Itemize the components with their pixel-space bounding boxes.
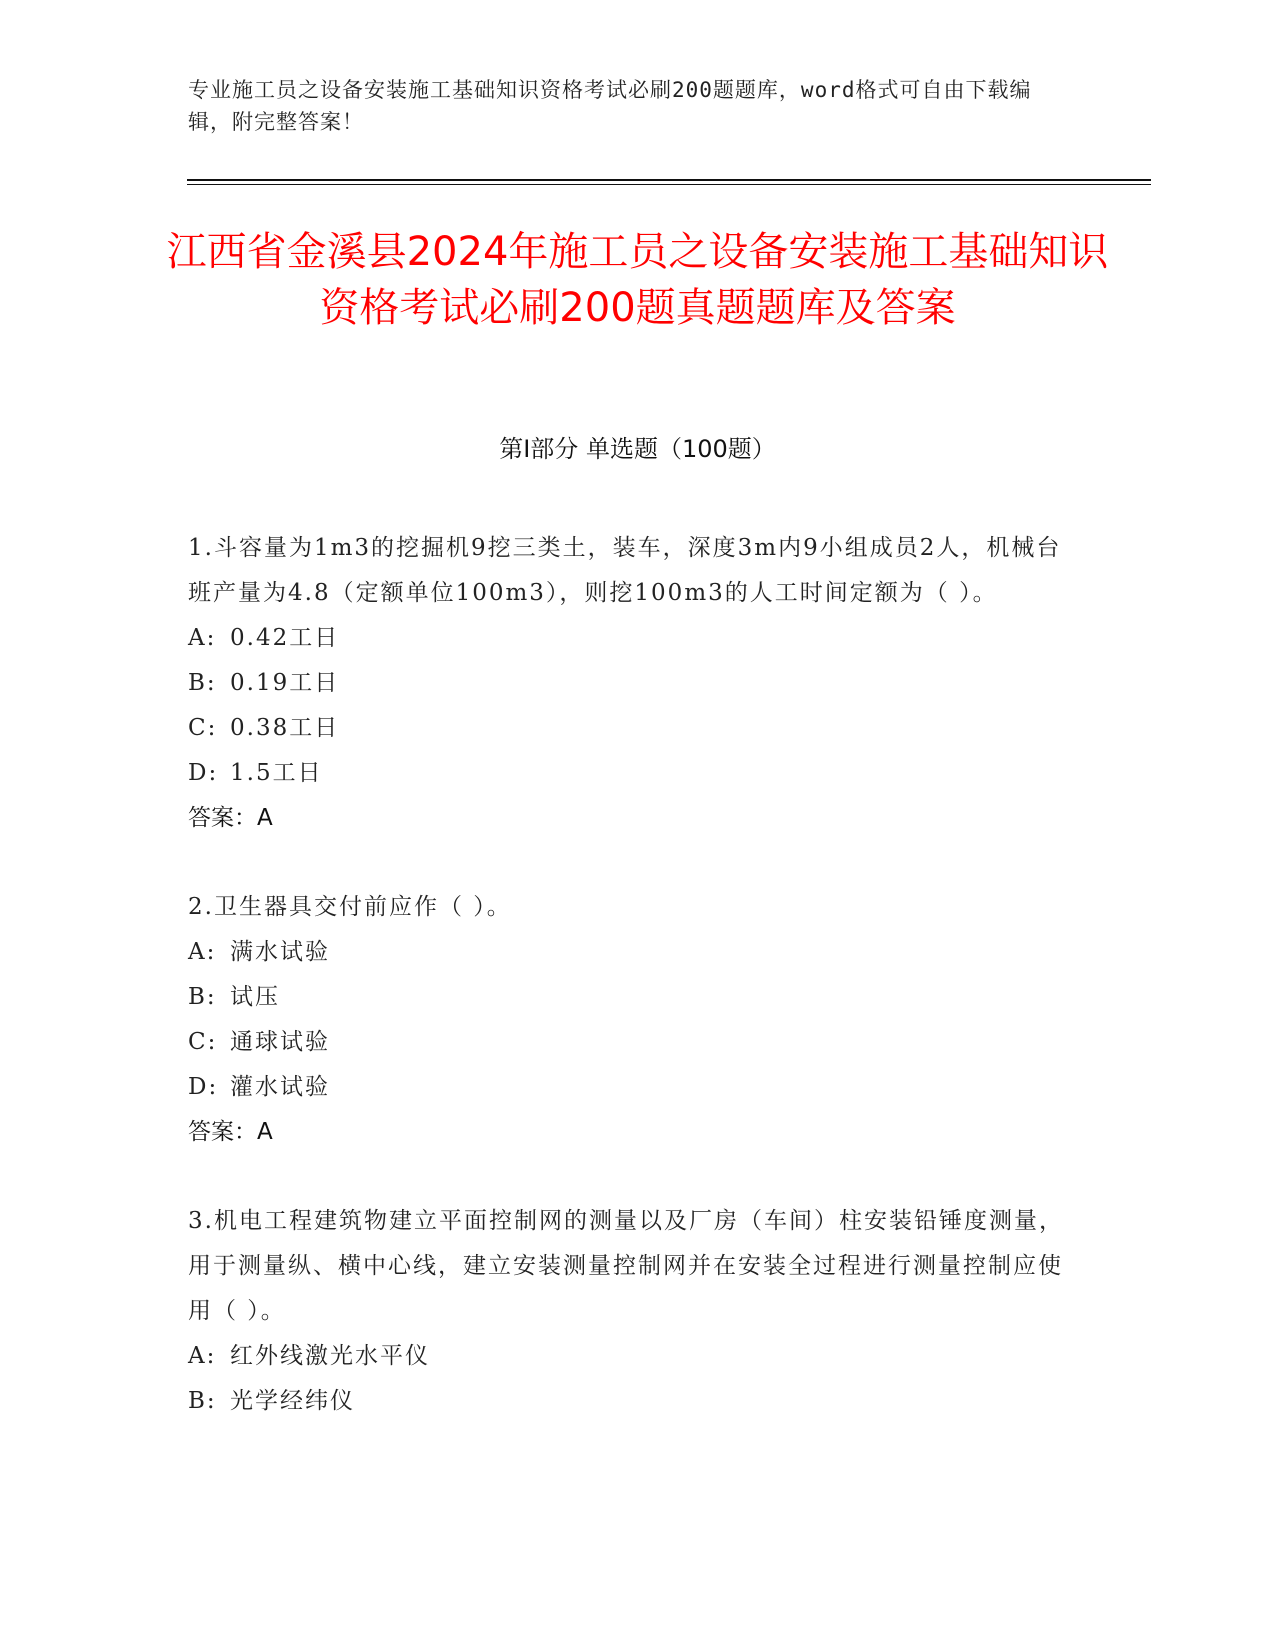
- header-note: 专业施工员之设备安装施工基础知识资格考试必刷200题题库，word格式可自由下载编辑，附完整答案！: [188, 78, 1032, 134]
- option-letter: D:: [188, 1074, 219, 1100]
- answer-line: [188, 1110, 1068, 1155]
- option-text: 试压: [230, 984, 280, 1010]
- question-stem: 2.卫生器具交付前应作（ ）。: [188, 894, 512, 920]
- option-letter: B:: [188, 1388, 217, 1414]
- option-text: 通球试验: [230, 1029, 330, 1055]
- option-text: 0.42工日: [230, 625, 340, 651]
- option-text: 光学经纬仪: [230, 1388, 355, 1414]
- option-letter: B:: [188, 670, 217, 696]
- answer-value: A: [257, 1119, 273, 1145]
- header-divider-thin: [187, 184, 1151, 185]
- option-letter: A:: [188, 625, 217, 651]
- option-c: [188, 706, 1068, 751]
- document-title: 江西省金溪县2024年施工员之设备安装施工基础知识资格考试必刷200题真题题库及答案: [166, 229, 1109, 331]
- option-text: 0.19工日: [230, 670, 340, 696]
- option-b: [188, 661, 1068, 706]
- option-d: [188, 1065, 1068, 1110]
- answer-value: A: [257, 805, 273, 831]
- option-text: 红外线激光水平仪: [230, 1343, 430, 1369]
- header-divider-thick: [187, 179, 1151, 181]
- option-text: 满水试验: [230, 939, 330, 965]
- option-text: 0.38工日: [230, 715, 340, 741]
- option-text: 1.5工日: [230, 760, 323, 786]
- question-list: [188, 526, 1068, 1468]
- answer-label: 答案：: [188, 1119, 257, 1145]
- option-letter: C:: [188, 1029, 218, 1055]
- answer-line: [188, 796, 1068, 841]
- option-a: [188, 930, 1068, 975]
- question-1: [188, 526, 1068, 841]
- section-heading: 第Ⅰ部分 单选题（100题）: [499, 435, 776, 463]
- option-d: [188, 751, 1068, 796]
- question-stem: 1.斗容量为1m3的挖掘机9挖三类土，装车，深度3m内9小组成员2人，机械台班产量为4.8（定额单位100m3），则挖100m3的人工时间定额为（ ）。: [188, 535, 1062, 606]
- option-letter: D:: [188, 760, 219, 786]
- question-2: [188, 885, 1068, 1155]
- question-stem: 3.机电工程建筑物建立平面控制网的测量以及厂房（车间）柱安装铅锤度测量，用于测量纵、横中心线，建立安装测量控制网并在安装全过程进行测量控制应使用（ ）。: [188, 1208, 1064, 1324]
- option-a: [188, 1334, 1068, 1379]
- option-text: 灌水试验: [230, 1074, 330, 1100]
- option-letter: B:: [188, 984, 217, 1010]
- option-a: [188, 616, 1068, 661]
- option-letter: A:: [188, 1343, 217, 1369]
- option-b: [188, 1379, 1068, 1424]
- option-c: [188, 1020, 1068, 1065]
- question-3: [188, 1199, 1068, 1424]
- option-letter: A:: [188, 939, 217, 965]
- answer-label: 答案：: [188, 805, 257, 831]
- option-letter: C:: [188, 715, 218, 741]
- option-b: [188, 975, 1068, 1020]
